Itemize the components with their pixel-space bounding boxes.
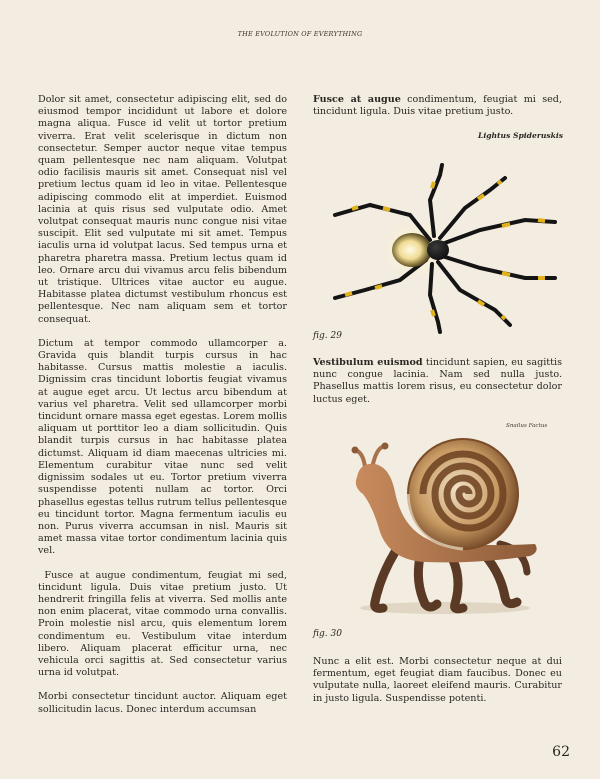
snail-icon [335, 432, 545, 617]
running-head: THE EVOLUTION OF EVERYTHING [237, 30, 363, 38]
left-paragraph-4: Morbi consectetur tincidunt auctor. Aliquam eget sollicitudin lacus. Donec interdum accumsan [38, 691, 287, 715]
left-column [38, 94, 287, 728]
left-paragraph-2: Dictum at tempor commodo ullamcorper a. Gravida quis blandit turpis cursus in hac habitasse. Cursus mattis molestie a iaculis. Dignissim cras tincidunt lobortis feugiat vivamus at augue eget arcu. Ut lectus arcu bibendum at varius vel pharetra. Velit sed ullamcorper morbi tincidunt ornare massa eget egestas. Lorem mollis aliquam ut porttitor leo a diam sollicitudin. Quis blandit turpis cursus in hac habitasse platea dictumst. Aliquam id diam maecenas ultricies mi. Elementum curabitur vitae nunc sed velit dignissim sodales ut eu. Tortor pretium viverra suspendisse potenti nullam ac tortor. Orci phasellus egestas tellus rutrum tellus pellentesque eu tincidunt tortor. Magna fermentum iaculis eu non. Purus viverra accumsan in nisl. Mauris sit amet massa vitae tortor condimentum lacinia quis vel. [38, 337, 287, 557]
left-paragraph-3: Fusce at augue condimentum, feugiat mi sed, tincidunt ligula. Duis vitae pretium justo. Ut hendrerit fringilla felis at viverra. Sed mollis ante non enim placerat, vitae commodo urna convallis. Proin molestie nisl arcu, quis elementum lorem condimentum eu. Vestibulum vitae interdum libero. Aliquam placerat efficitur urna, nec vehicula orci sagittis at. Sed consectetur varius urna id volutpat. [38, 569, 287, 679]
figure-30-label: fig. 30 [313, 629, 342, 639]
spider-icon [330, 160, 565, 335]
right-paragraph-1-lead: Fusce at augue [313, 94, 401, 105]
right-paragraph-2-lead: Vestibulum euismod [313, 357, 423, 368]
spider-caption: Lightus Spideruskis [478, 131, 564, 140]
left-paragraph-1: Dolor sit amet, consectetur adipiscing elit, sed do eiusmod tempor incididunt ut labore et dolore magna aliqua. Fusce id velit ut tortor pretium viverra. Erat velit scelerisque in dictum non consectetur. Semper auctor neque vitae tempus quam pellentesque nec nam aliquam. Volutpat odio facilisis mauris sit amet. Consequat nisl vel pretium lectus quam id leo in vitae. Pellentesque adipiscing commodo elit at imperdiet. Euismod lacinia at quis risus sed vulputate odio. Amet volutpat consequat mauris nunc congue nisi vitae suscipit. Elit sed vulputate mi sit amet. Tempus iaculis urna id volutpat lacus. Sed tempus urna et pharetra pharetra massa. Pretium lectus quam id leo. Ornare arcu dui vivamus arcu felis bibendum ut tristique. Ultrices vitae auctor eu augue. Habitasse platea dictumst vestibulum rhoncus est pellentesque. Nec nam aliquam sem et tortor consequat. [38, 94, 287, 325]
snail-caption: Snailus Factus [506, 423, 548, 429]
page-number: 62 [552, 744, 570, 760]
right-paragraph-1-text: condimentum, feugiat mi sed, tincidunt ligula. Duis vitae pretium justo. [313, 94, 562, 118]
right-paragraph-1 [313, 94, 562, 118]
right-paragraph-2 [313, 357, 562, 406]
right-paragraph-3: Nunc a elit est. Morbi consectetur neque at dui fermentum, eget feugiat diam faucibus. Donec eu vulputate nulla, laoreet eleifend mauris. Curabitur in justo ligula. Suspendisse potenti. [313, 656, 562, 704]
figure-29-label: fig. 29 [313, 331, 342, 341]
right-paragraph-2-text: tincidunt sapien, eu sagittis nunc congue lacinia. Nam sed nulla justo. Phasellus mattis lorem risus, eu consectetur dolor luctus eget. [313, 357, 562, 405]
